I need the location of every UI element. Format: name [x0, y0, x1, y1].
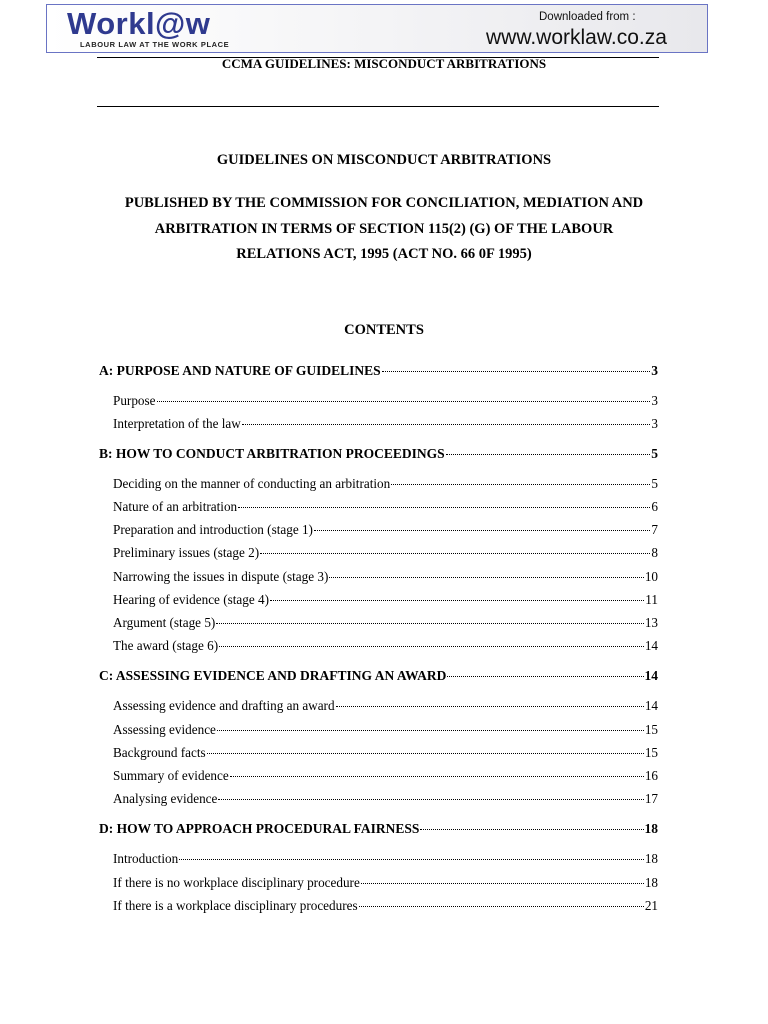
toc-page-number: 8	[651, 545, 658, 560]
toc-page-number: 3	[651, 363, 658, 378]
toc-entry[interactable]	[113, 569, 658, 585]
downloaded-from-label: Downloaded from :	[539, 11, 636, 23]
toc-dot-leader	[218, 799, 643, 800]
toc-dot-leader	[359, 906, 644, 907]
toc-label: C: ASSESSING EVIDENCE AND DRAFTING AN AWARD	[99, 668, 447, 683]
toc-label: Hearing of evidence (stage 4)	[113, 592, 269, 607]
toc-label: D: HOW TO APPROACH PROCEDURAL FAIRNESS	[99, 821, 420, 836]
toc-label: Assessing evidence and drafting an award	[113, 698, 335, 713]
toc-section-heading[interactable]	[99, 821, 658, 837]
toc-page-number: 15	[644, 745, 658, 760]
toc-label: Introduction	[113, 851, 179, 866]
toc-label: Background facts	[113, 745, 206, 760]
toc-page-number: 7	[651, 522, 658, 537]
toc-dot-leader	[260, 553, 650, 554]
worklaw-banner	[46, 4, 708, 53]
toc-label: B: HOW TO CONDUCT ARBITRATION PROCEEDINGS	[99, 446, 445, 461]
toc-page-number: 3	[651, 393, 658, 408]
toc-dot-leader	[314, 530, 650, 531]
toc-label: Summary of evidence	[113, 768, 229, 783]
toc-entry[interactable]	[113, 851, 658, 867]
toc-dot-leader	[391, 484, 650, 485]
toc-dot-leader	[219, 646, 644, 647]
worklaw-logo: Workl@w	[67, 6, 211, 41]
toc-dot-leader	[157, 401, 651, 402]
toc-entry[interactable]	[113, 791, 658, 807]
toc-dot-leader	[329, 577, 643, 578]
toc-entry[interactable]	[113, 592, 658, 608]
toc-label: Assessing evidence	[113, 722, 216, 737]
toc-page-number: 17	[644, 791, 658, 806]
toc-page-number: 18	[644, 851, 658, 866]
toc-dot-leader	[361, 883, 644, 884]
toc-dot-leader	[179, 859, 644, 860]
toc-page-number: 21	[644, 898, 658, 913]
toc-dot-leader	[420, 829, 643, 830]
toc-label: Argument (stage 5)	[113, 615, 216, 630]
contents-heading: CONTENTS	[344, 322, 424, 338]
toc-page-number: 18	[644, 875, 658, 890]
toc-label: Preliminary issues (stage 2)	[113, 545, 260, 560]
toc-label: Analysing evidence	[113, 791, 218, 806]
toc-page-number: 14	[644, 698, 658, 713]
toc-entry[interactable]	[113, 545, 658, 561]
toc-page-number: 14	[644, 668, 658, 683]
toc-entry[interactable]	[113, 898, 658, 914]
toc-entry[interactable]	[113, 416, 658, 432]
toc-dot-leader	[230, 776, 644, 777]
toc-entry[interactable]	[113, 698, 658, 714]
toc-entry[interactable]	[113, 768, 658, 784]
toc-section-heading[interactable]	[99, 668, 658, 684]
toc-label: Interpretation of the law	[113, 416, 241, 431]
toc-dot-leader	[217, 730, 644, 731]
logo-tagline: LABOUR LAW AT THE WORK PLACE	[80, 40, 230, 49]
publication-statement	[60, 191, 708, 268]
toc-dot-leader	[207, 753, 644, 754]
publication-line: RELATIONS ACT, 1995 (ACT NO. 66 0F 1995)	[236, 246, 532, 262]
toc-dot-leader	[242, 424, 651, 425]
toc-page-number: 15	[644, 722, 658, 737]
toc-label: If there is no workplace disciplinary procedure	[113, 875, 360, 890]
toc-section-heading[interactable]	[99, 363, 658, 379]
document-title: GUIDELINES ON MISCONDUCT ARBITRATIONS	[216, 152, 552, 168]
running-header: CCMA GUIDELINES: MISCONDUCT ARBITRATIONS	[221, 56, 547, 71]
toc-page-number: 6	[651, 499, 658, 514]
toc-label: Preparation and introduction (stage 1)	[113, 522, 313, 537]
toc-page-number: 11	[645, 592, 658, 607]
toc-label: Purpose	[113, 393, 156, 408]
toc-page-number: 5	[651, 476, 658, 491]
header-rule-bottom	[97, 106, 659, 107]
toc-page-number: 18	[644, 821, 658, 836]
toc-entry[interactable]	[113, 522, 658, 538]
toc-page-number: 3	[651, 416, 658, 431]
toc-label: A: PURPOSE AND NATURE OF GUIDELINES	[99, 363, 381, 378]
toc-dot-leader	[447, 676, 643, 677]
toc-page-number: 16	[644, 768, 658, 783]
toc-entry[interactable]	[113, 499, 658, 515]
toc-section-heading[interactable]	[99, 446, 658, 462]
toc-page-number: 10	[644, 569, 658, 584]
toc-page-number: 5	[651, 446, 658, 461]
toc-entry[interactable]	[113, 393, 658, 409]
toc-entry[interactable]	[113, 745, 658, 761]
toc-entry[interactable]	[113, 875, 658, 891]
toc-label: The award (stage 6)	[113, 638, 219, 653]
toc-dot-leader	[216, 623, 644, 624]
toc-page-number: 13	[644, 615, 658, 630]
toc-entry[interactable]	[113, 638, 658, 654]
toc-dot-leader	[238, 507, 650, 508]
toc-entry[interactable]	[113, 476, 658, 492]
publication-line: ARBITRATION IN TERMS OF SECTION 115(2) (G) OF THE LABOUR	[154, 220, 614, 237]
toc-dot-leader	[382, 371, 651, 372]
toc-label: Narrowing the issues in dispute (stage 3)	[113, 569, 329, 584]
toc-entry[interactable]	[113, 615, 658, 631]
source-url[interactable]: www.worklaw.co.za	[486, 26, 667, 49]
toc-label: Nature of an arbitration	[113, 499, 238, 514]
toc-label: Deciding on the manner of conducting an arbitration	[113, 476, 391, 491]
toc-dot-leader	[446, 454, 651, 455]
toc-dot-leader	[270, 600, 644, 601]
toc-entry[interactable]	[113, 722, 658, 738]
toc-page-number: 14	[644, 638, 658, 653]
publication-line: PUBLISHED BY THE COMMISSION FOR CONCILIATION, MEDIATION AND	[124, 195, 644, 211]
toc-label: If there is a workplace disciplinary procedures	[113, 898, 358, 913]
toc-dot-leader	[336, 706, 644, 707]
